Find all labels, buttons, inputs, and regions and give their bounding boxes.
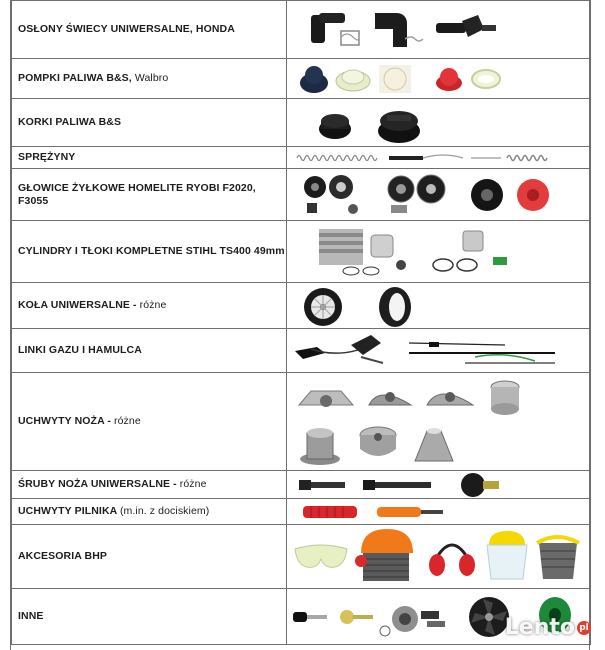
- lento-watermark: Lento pl: [505, 615, 591, 640]
- primer-bulb-clear-2-image: [377, 63, 413, 95]
- table-row: [12, 499, 591, 525]
- row-label: KOŁA UNIWERSALNE - różne: [12, 283, 287, 329]
- table-row: [12, 99, 591, 147]
- cylinder-piston-kit-image: [311, 225, 421, 279]
- row-images: [287, 99, 591, 147]
- table-row: [12, 221, 591, 283]
- row-images: [287, 169, 591, 221]
- row-images: [287, 221, 591, 283]
- row-label: UCHWYTY NOŻA - różne: [12, 373, 287, 471]
- springs-image: [295, 151, 591, 165]
- row-images: [287, 147, 591, 169]
- primer-bulb-clear-image: [333, 65, 373, 93]
- row-images: [287, 525, 591, 589]
- table-row: [12, 329, 591, 373]
- row-label: ŚRUBY NOŻA UNIWERSALNE - różne: [12, 471, 287, 499]
- forestry-helmet-image: [353, 525, 419, 587]
- trimmer-head-parts-image: [295, 173, 367, 217]
- table-row: [12, 373, 591, 471]
- primer-bulb-ring-image: [469, 67, 503, 91]
- table-row: [12, 283, 591, 329]
- blade-holder-winged-2-image: [423, 379, 477, 417]
- row-label: OSŁONY ŚWIECY UNIWERSALNE, HONDA: [12, 1, 287, 59]
- blade-bolts-image: [297, 477, 437, 493]
- throttle-cable-levers-image: [291, 331, 401, 371]
- row-images: [287, 373, 591, 471]
- brake-cables-image: [405, 337, 565, 367]
- ear-muffs-image: [427, 533, 477, 581]
- blade-holder-cone-image: [409, 421, 459, 467]
- blade-holder-flat-image: [295, 379, 357, 419]
- row-label: CYLINDRY I TŁOKI KOMPLETNE STIHL TS400 49mm: [12, 221, 287, 283]
- row-images: [287, 471, 591, 499]
- row-label: GŁOWICE ŻYŁKOWE HOMELITE RYOBI F2020, F3055: [12, 169, 287, 221]
- mesh-visor-image: [533, 529, 583, 587]
- table-row: [12, 1, 591, 59]
- spark-plug-boot-image: [432, 11, 502, 47]
- wheel-solid-image: [375, 285, 415, 329]
- blade-holder-winged-image: [365, 379, 415, 417]
- face-shield-yellow-image: [481, 527, 531, 587]
- table-row: [12, 589, 591, 645]
- row-images: [287, 499, 591, 525]
- primer-bulb-black-image: [297, 63, 331, 95]
- table-row: [12, 471, 591, 499]
- file-handle-orange-image: [375, 504, 445, 520]
- spark-plug-cap-honda-image: [369, 7, 427, 51]
- table-row: [12, 147, 591, 169]
- wheel-spoked-image: [301, 285, 345, 329]
- row-images: [287, 329, 591, 373]
- row-label: INNE: [12, 589, 287, 645]
- row-images: [287, 283, 591, 329]
- row-label: AKCESORIA BHP: [12, 525, 287, 589]
- row-label: UCHWYTY PILNIKA (m.in. z dociskiem): [12, 499, 287, 525]
- spark-plug-cap-image: [305, 9, 365, 51]
- fuel-cap-small-image: [315, 103, 355, 143]
- parts-table: [11, 0, 591, 645]
- safety-glasses-image: [291, 539, 351, 573]
- key-image: [291, 609, 331, 625]
- table-row: [12, 169, 591, 221]
- table-row: [12, 525, 591, 589]
- fuel-cap-large-image: [375, 101, 423, 145]
- trimmer-head-spool-image: [383, 171, 453, 217]
- ignition-switch-image: [379, 597, 449, 641]
- blade-holder-cup-image: [355, 423, 401, 467]
- row-label: SPRĘŻYNY: [12, 147, 287, 169]
- table-row: [12, 59, 591, 99]
- ignition-key-image: [337, 605, 377, 629]
- primer-bulb-red-image: [433, 65, 465, 93]
- row-images: [287, 59, 591, 99]
- blade-holder-splined-image: [295, 423, 345, 467]
- cylinder-piston-kit-2-image: [423, 227, 533, 277]
- row-images: [287, 1, 591, 59]
- trimmer-head-red-image: [513, 175, 553, 215]
- row-label: POMPKI PALIWA B&S, Walbro: [12, 59, 287, 99]
- row-label: KORKI PALIWA B&S: [12, 99, 287, 147]
- trimmer-head-black-image: [467, 175, 507, 215]
- blade-nut-image: [455, 471, 505, 499]
- row-label: LINKI GAZU I HAMULCA: [12, 329, 287, 373]
- blade-holder-round-image: [485, 377, 525, 421]
- file-handle-red-image: [301, 504, 359, 520]
- parts-catalog-sheet: [10, 0, 590, 650]
